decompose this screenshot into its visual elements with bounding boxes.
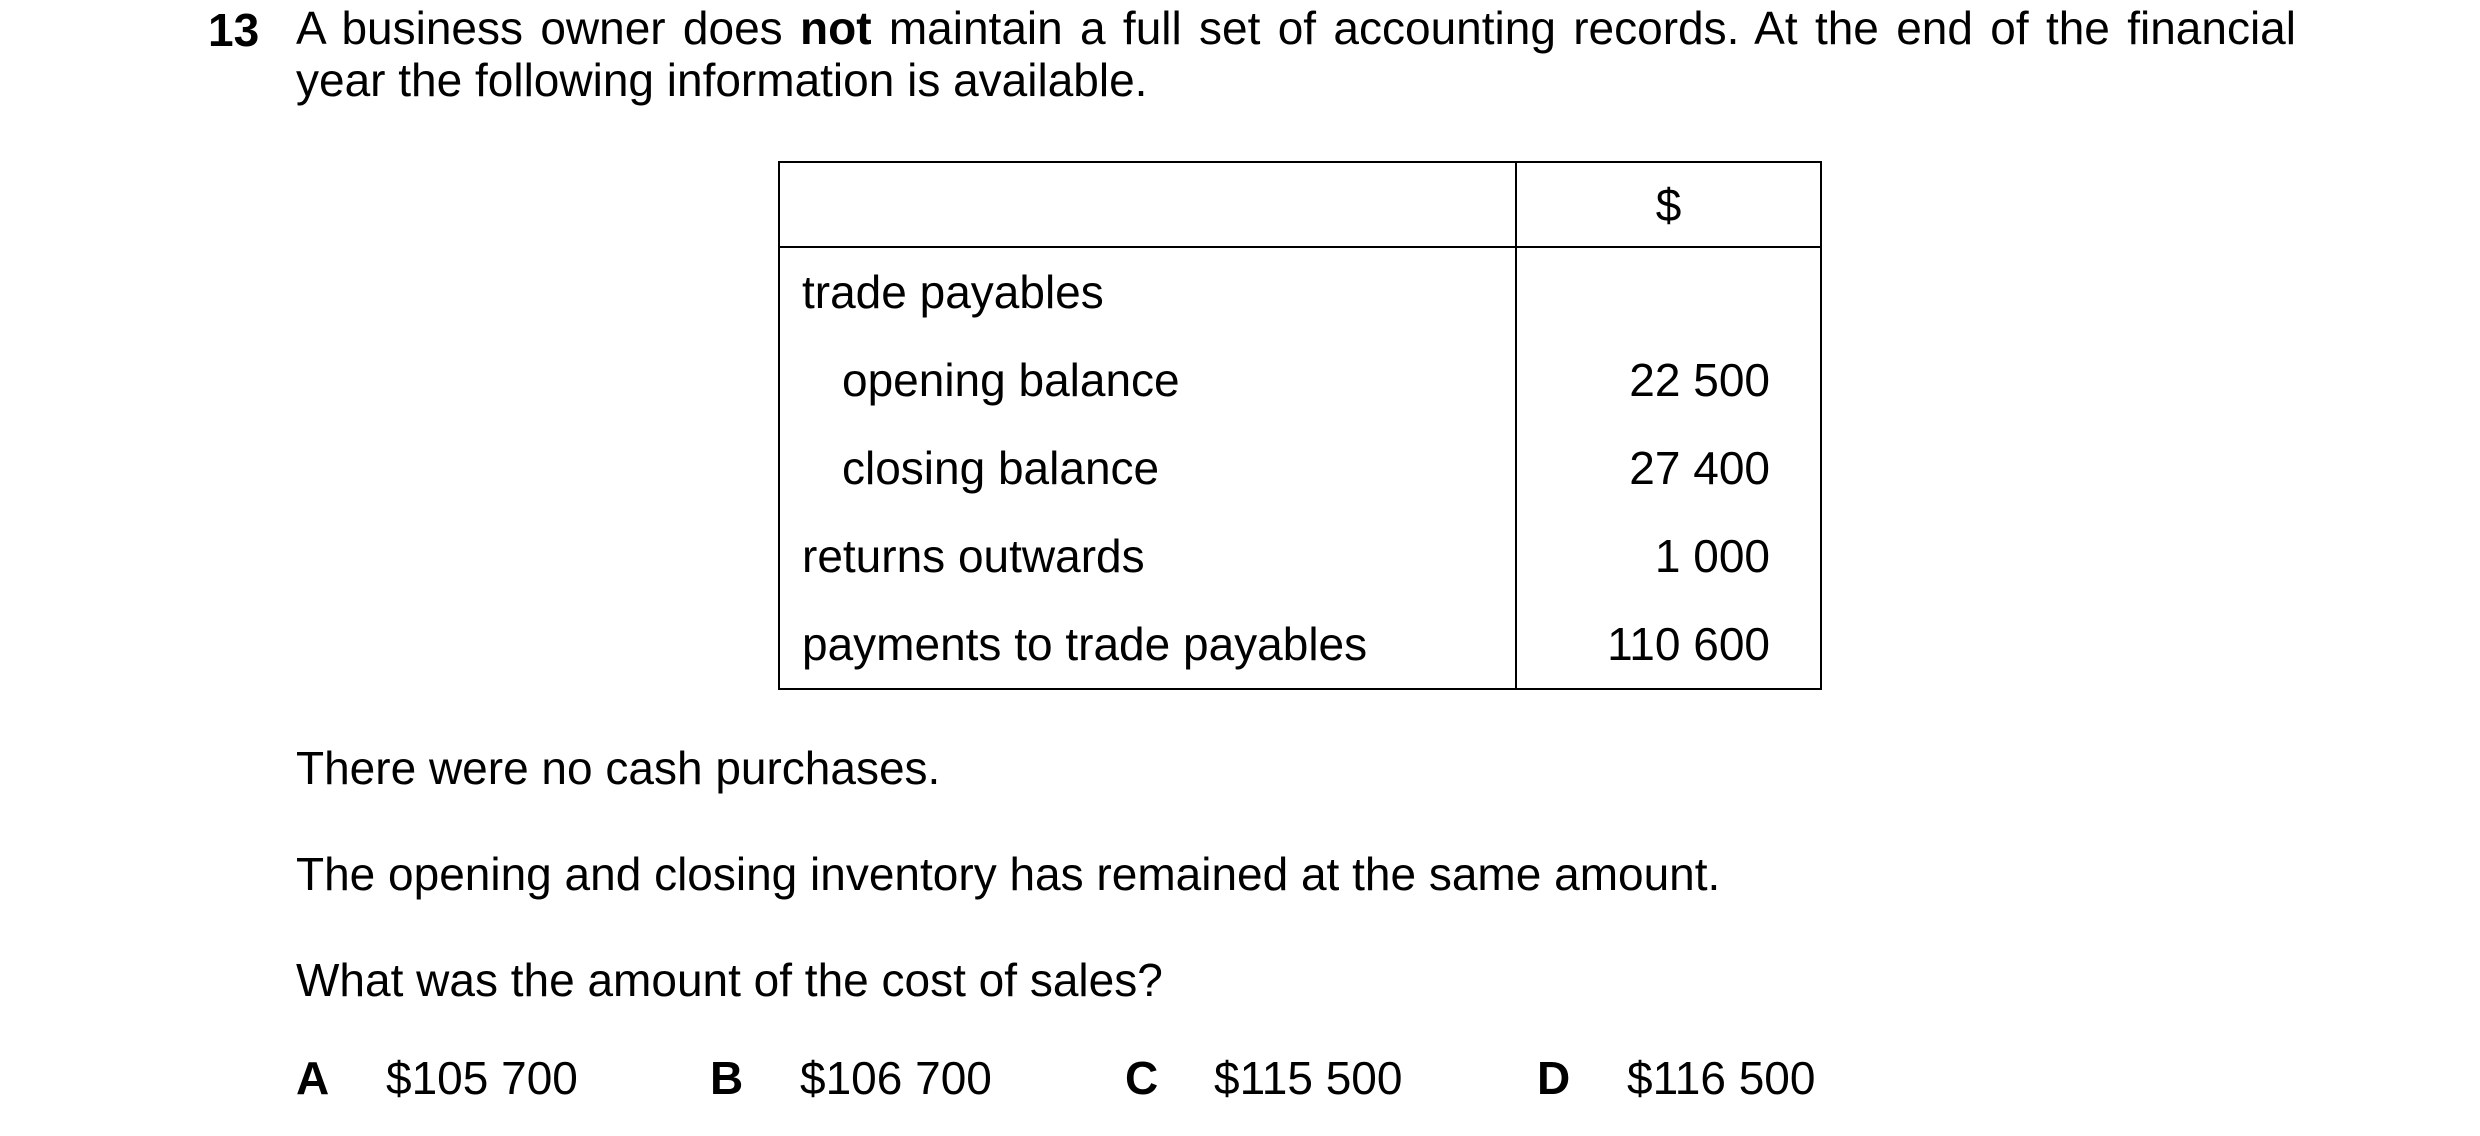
stem-text-start: A business owner does xyxy=(296,2,800,54)
row-label: closing balance xyxy=(779,424,1516,512)
table-header-blank xyxy=(779,162,1516,247)
option-d-value[interactable]: $116 500 xyxy=(1627,1052,1816,1104)
question-prompt: What was the amount of the cost of sales? xyxy=(296,954,1163,1006)
stem-text-end: maintain a full set of accounting records. At the end of the financial year the following information is available. xyxy=(296,2,2296,106)
row-label: payments to trade payables xyxy=(779,600,1516,689)
table-row xyxy=(779,424,1821,512)
table-header-row xyxy=(779,162,1821,247)
table-row xyxy=(779,512,1821,600)
row-label: trade payables xyxy=(779,247,1516,336)
row-value: 1 000 xyxy=(1516,512,1821,600)
option-b-value[interactable]: $106 700 xyxy=(800,1052,992,1104)
row-value xyxy=(1516,247,1821,336)
row-value: 22 500 xyxy=(1516,336,1821,424)
row-label: opening balance xyxy=(779,336,1516,424)
option-a-value[interactable]: $105 700 xyxy=(386,1052,578,1104)
option-a-letter[interactable]: A xyxy=(296,1052,330,1104)
inventory-statement: The opening and closing inventory has remained at the same amount. xyxy=(296,848,1721,900)
option-c-value[interactable]: $115 500 xyxy=(1214,1052,1403,1104)
cash-purchases-statement: There were no cash purchases. xyxy=(296,742,941,794)
table-row xyxy=(779,247,1821,336)
table-row xyxy=(779,600,1821,689)
currency-header: $ xyxy=(1516,162,1821,247)
row-label: returns outwards xyxy=(779,512,1516,600)
row-value: 110 600 xyxy=(1516,600,1821,689)
option-c-letter[interactable]: C xyxy=(1125,1052,1159,1104)
row-value: 27 400 xyxy=(1516,424,1821,512)
question-number: 13 xyxy=(208,4,260,56)
option-b-letter[interactable]: B xyxy=(710,1052,744,1104)
payables-table xyxy=(778,161,1822,690)
table-row xyxy=(779,336,1821,424)
answer-options xyxy=(0,1050,2480,1110)
option-d-letter[interactable]: D xyxy=(1537,1052,1571,1104)
question-stem xyxy=(296,2,2296,106)
stem-emphasis: not xyxy=(800,2,872,54)
